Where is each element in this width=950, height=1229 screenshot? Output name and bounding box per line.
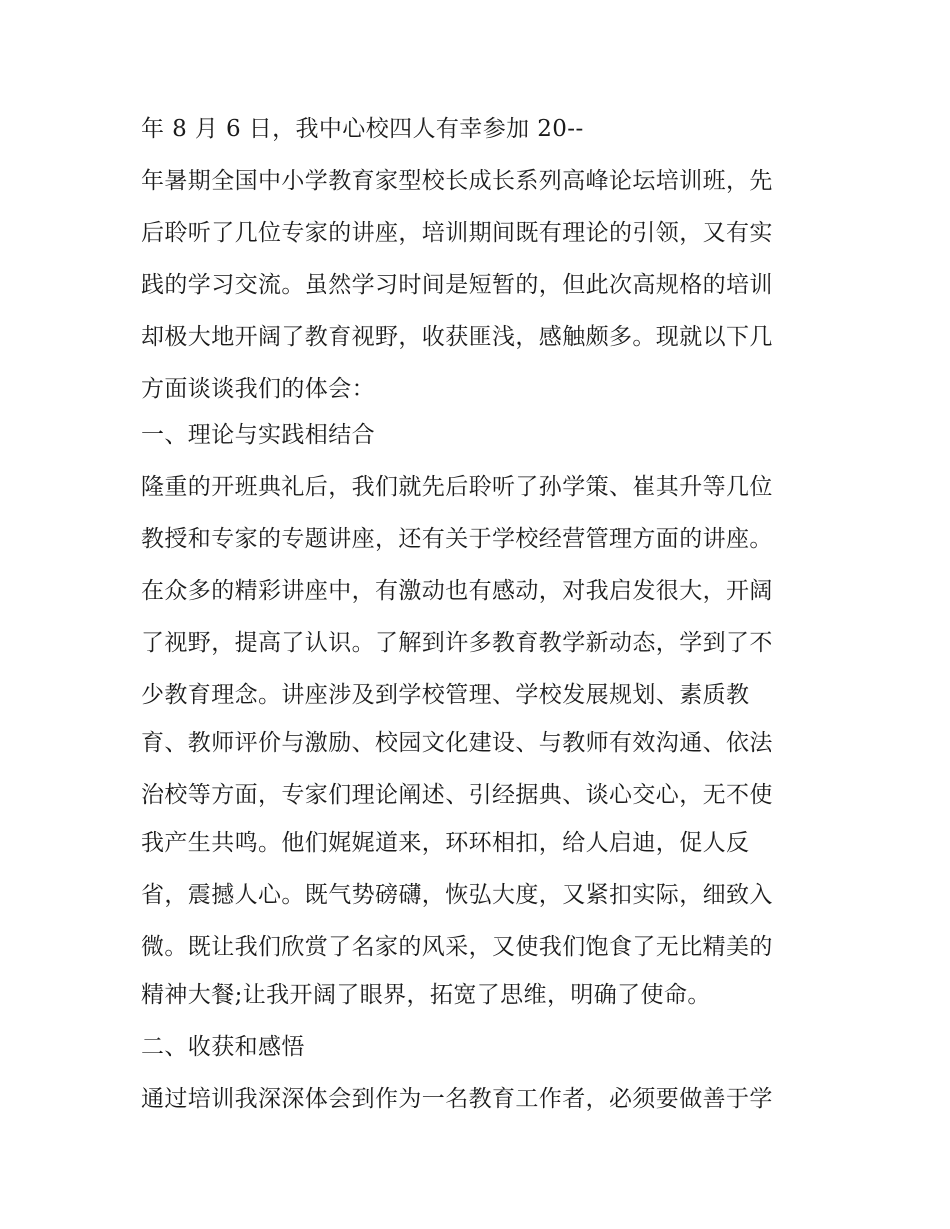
text-line: 育、教师评价与激励、校园文化建设、与教师有效沟通、依法 [141,730,773,756]
text-line: 方面谈谈我们的体会： [141,376,375,402]
text-line: 年 8 月 6 日，我中心校四人有幸参加 20-- [141,116,584,142]
text-line: 微。既让我们欣赏了名家的风采，又使我们饱食了无比精美的 [141,934,773,960]
section-heading: 二、收获和感悟 [141,1034,305,1060]
text-line: 少教育理念。讲座涉及到学校管理、学校发展规划、素质教 [141,682,750,708]
text-line: 在众多的精彩讲座中，有激动也有感动，对我启发很大，开阔 [141,578,773,604]
section-heading: 一、理论与实践相结合 [141,422,375,448]
text-line: 隆重的开班典礼后，我们就先后聆听了孙学策、崔其升等几位 [141,474,773,500]
text-line: 我产生共鸣。他们娓娓道来，环环相扣，给人启迪，促人反 [141,830,750,856]
text-line: 省，震撼人心。既气势磅礴，恢弘大度，又紧扣实际，细致入 [141,882,773,908]
text-line: 教授和专家的专题讲座，还有关于学校经营管理方面的讲座。 [141,526,773,552]
text-line: 通过培训我深深体会到作为一名教育工作者，必须要做善于学 [141,1086,773,1112]
text-line: 践的学习交流。虽然学习时间是短暂的，但此次高规格的培训 [141,272,773,298]
text-line: 年暑期全国中小学教育家型校长成长系列高峰论坛培训班，先 [141,168,773,194]
text-line: 精神大餐;让我开阔了眼界，拓宽了思维，明确了使命。 [141,982,711,1008]
text-line: 了视野，提高了认识。了解到许多教育教学新动态，学到了不 [141,630,773,656]
text-line: 治校等方面，专家们理论阐述、引经据典、谈心交心，无不使 [141,782,773,808]
text-line: 后聆听了几位专家的讲座，培训期间既有理论的引领，又有实 [141,220,773,246]
text-line: 却极大地开阔了教育视野，收获匪浅，感触颇多。现就以下几 [141,324,773,350]
